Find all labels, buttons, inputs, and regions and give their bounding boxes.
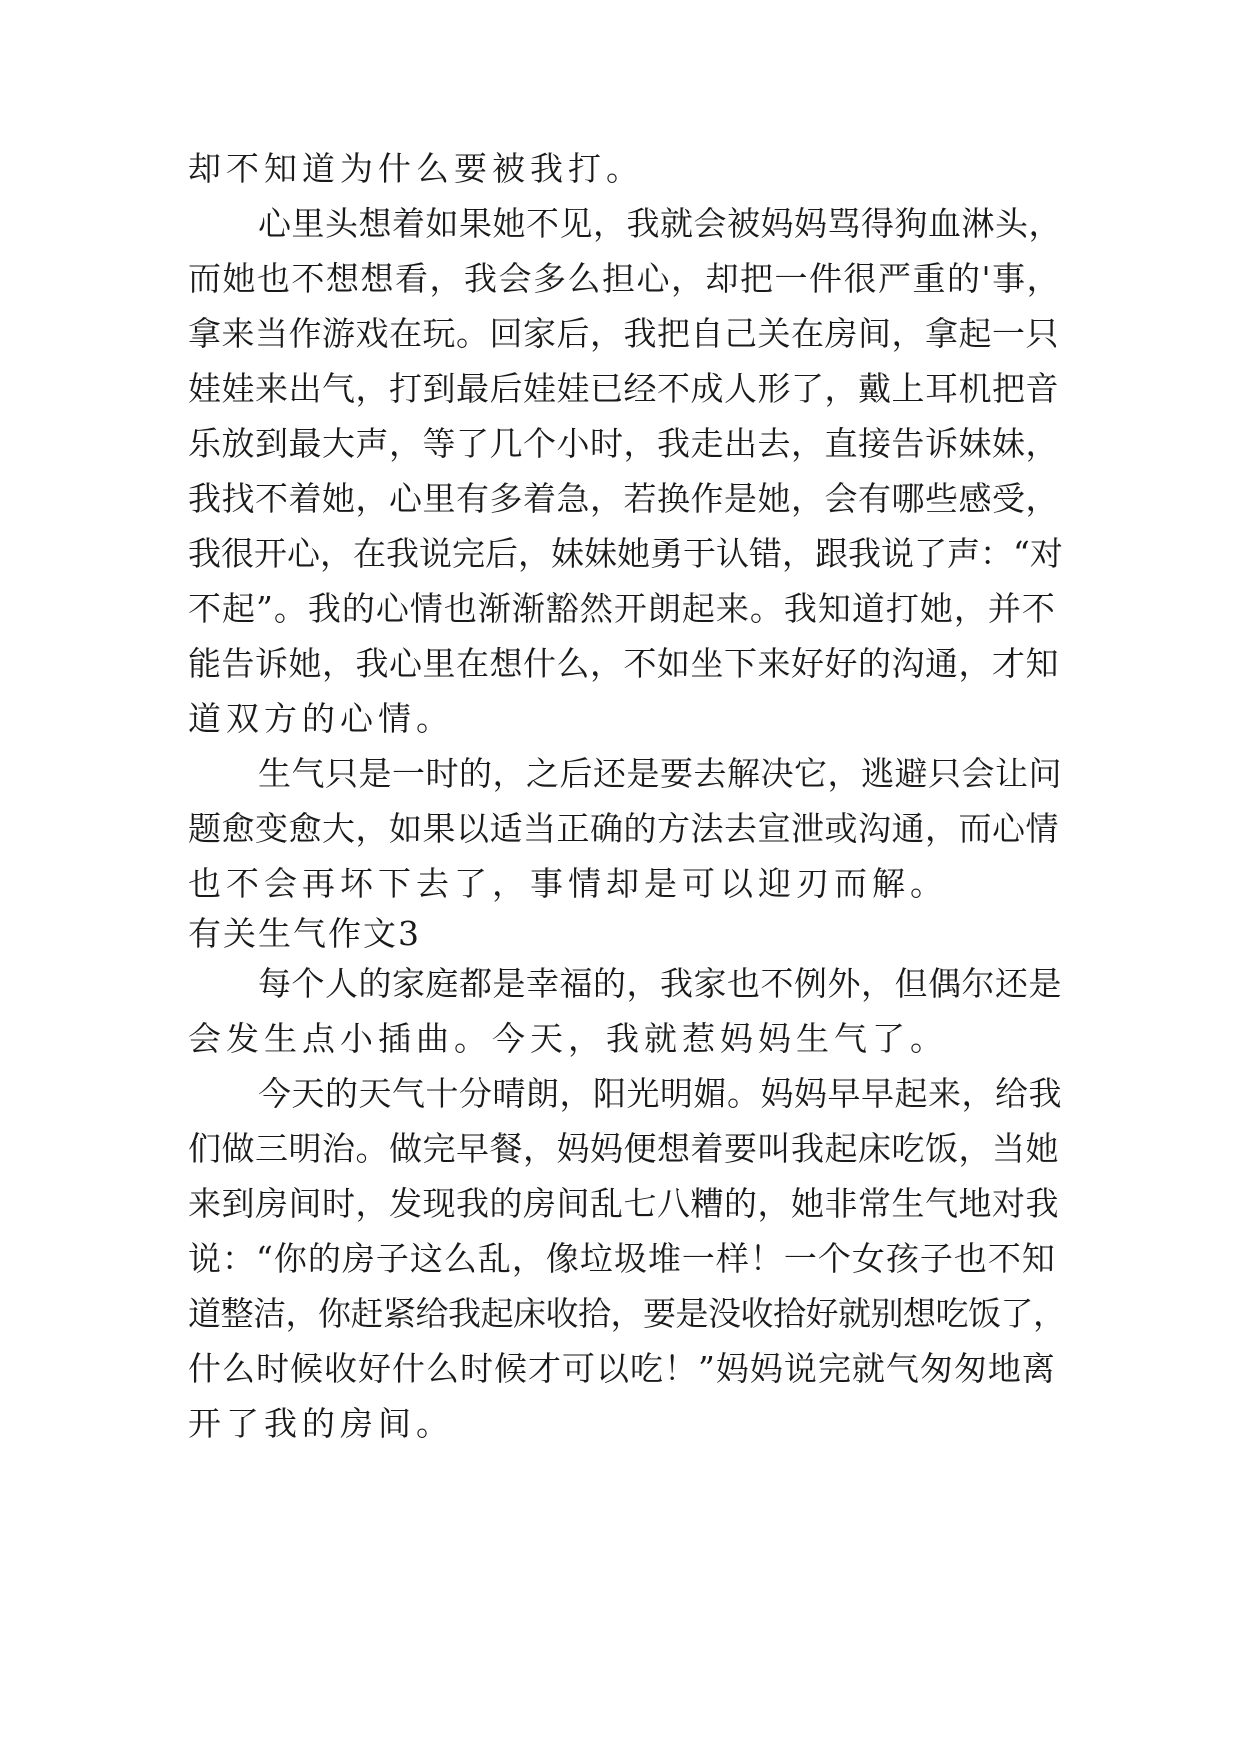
text-line: 题愈变愈大，如果以适当正确的方法去宣泄或沟通，而心情 (188, 809, 1059, 848)
text-line: 不起”。我的心情也渐渐豁然开朗起来。我知道打她，并不 (188, 589, 1056, 628)
section-heading: 有关生气作文3 (188, 914, 421, 953)
text-line: 而她也不想想看，我会多么担心，却把一件很严重的'事， (188, 259, 1062, 298)
text-line: 我找不着她，心里有多着急，若换作是她，会有哪些感受， (188, 479, 1059, 518)
paragraph-start-line: 每个人的家庭都是幸福的，我家也不例外，但偶尔还是 (258, 964, 1062, 1003)
text-line: 们做三明治。做完早餐，妈妈便想着要叫我起床吃饭，当她 (188, 1129, 1059, 1168)
text-line: 能告诉她，我心里在想什么，不如坐下来好好的沟通，才知 (188, 644, 1059, 683)
text-line: 也不会再坏下去了，事情却是可以迎刃而解。 (188, 864, 948, 903)
paragraph-start-line: 今天的天气十分晴朗，阳光明媚。妈妈早早起来，给我 (258, 1074, 1062, 1113)
text-line: 开了我的房间。 (188, 1404, 454, 1443)
text-line: 道双方的心情。 (188, 699, 454, 738)
text-line: 我很开心，在我说完后，妹妹她勇于认错，跟我说了声：“对 (188, 534, 1063, 573)
paragraph-start-line: 生气只是一时的，之后还是要去解决它，逃避只会让问 (258, 754, 1062, 793)
paragraph-start-line: 心里头想着如果她不见，我就会被妈妈骂得狗血淋头， (258, 204, 1062, 243)
text-line: 来到房间时，发现我的房间乱七八糟的，她非常生气地对我 (188, 1184, 1059, 1223)
text-line: 道整洁，你赶紧给我起床收拾，要是没收拾好就别想吃饭了， (188, 1294, 1066, 1333)
text-line: 会发生点小插曲。今天，我就惹妈妈生气了。 (188, 1019, 948, 1058)
text-line: 说：“你的房子这么乱，像垃圾堆一样！一个女孩子也不知 (188, 1239, 1056, 1278)
text-line: 乐放到最大声，等了几个小时，我走出去，直接告诉妹妹， (188, 424, 1059, 463)
text-line: 拿来当作游戏在玩。回家后，我把自己关在房间，拿起一只 (188, 314, 1059, 353)
text-line: 娃娃来出气，打到最后娃娃已经不成人形了，戴上耳机把音 (188, 369, 1059, 408)
text-line: 什么时候收好什么时候才可以吃！”妈妈说完就气匆匆地离 (188, 1349, 1056, 1388)
text-line: 却不知道为什么要被我打。 (188, 149, 644, 188)
